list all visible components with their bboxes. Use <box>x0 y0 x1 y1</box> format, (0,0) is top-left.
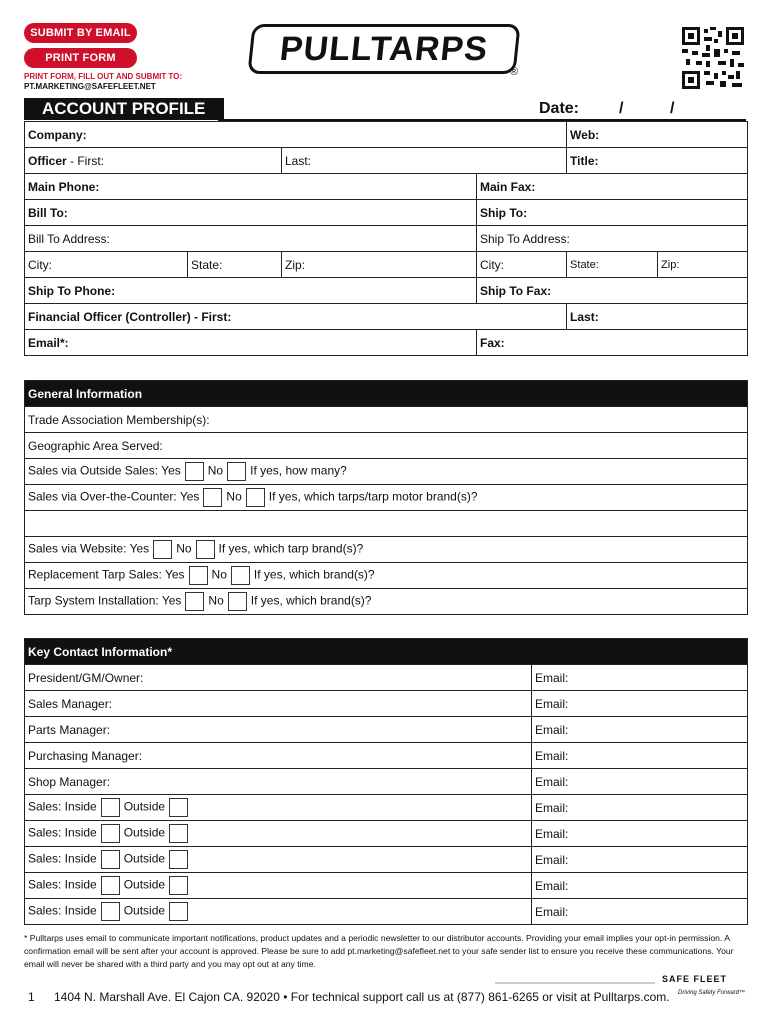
parts-manager-email-field[interactable]: Email: <box>532 717 748 743</box>
email-footnote: * Pulltarps uses email to communicate important notifications, product updates and a periodic newsletter to our distributor accounts. Providing your email implies your opt-in permission. A confirmation email will be sent after your account is approved. Please be sure to add pt.marketing@safefleet.net to your safe sender list to ensure you receive these communications. Your email will never be shared with a third party and you may opt out at any time. <box>24 933 734 969</box>
trade-association-field[interactable]: Trade Association Membership(s): <box>25 407 748 433</box>
footer-address: 1404 N. Marshall Ave. El Cajon CA. 92020 • For technical support call us at (877) 861-6265 or visit at Pulltarps.com. <box>54 990 670 1004</box>
page-number: 1 <box>28 990 35 1004</box>
replacement-no-checkbox[interactable] <box>231 566 250 585</box>
general-info-table <box>24 380 748 615</box>
website-sales-row: Sales via Website: Yes No If yes, which tarp brand(s)? <box>25 537 748 563</box>
sales-contact-email-field[interactable]: Email: <box>532 821 748 847</box>
sales-contact-email-field[interactable]: Email: <box>532 873 748 899</box>
date-label: Date: <box>539 100 580 117</box>
safe-fleet-logo: SAFE FLEET <box>662 974 728 984</box>
sales-contact-row: Sales: Inside Outside <box>25 795 532 821</box>
sales-contact-row: Sales: Inside Outside <box>25 899 532 925</box>
sales-outside-checkbox[interactable] <box>169 876 188 895</box>
bill-state-field[interactable]: State: <box>188 252 282 278</box>
ship-to-fax-field[interactable]: Ship To Fax: <box>477 278 748 304</box>
shop-manager-field[interactable]: Shop Manager: <box>25 769 532 795</box>
otc-sales-yes-checkbox[interactable] <box>203 488 222 507</box>
sales-outside-checkbox[interactable] <box>169 798 188 817</box>
otc-sales-no-checkbox[interactable] <box>246 488 265 507</box>
officer-first-field[interactable]: Officer - First: <box>25 148 282 174</box>
title-field[interactable]: Title: <box>567 148 748 174</box>
purchasing-manager-field[interactable]: Purchasing Manager: <box>25 743 532 769</box>
main-phone-field[interactable]: Main Phone: <box>25 174 477 200</box>
sales-manager-email-field[interactable]: Email: <box>532 691 748 717</box>
officer-last-field[interactable]: Last: <box>282 148 567 174</box>
outside-sales-yes-checkbox[interactable] <box>185 462 204 481</box>
submit-by-email-button[interactable]: SUBMIT BY EMAIL <box>24 23 137 43</box>
fax-field[interactable]: Fax: <box>477 330 748 356</box>
ship-to-phone-field[interactable]: Ship To Phone: <box>25 278 477 304</box>
web-field[interactable]: Web: <box>567 122 748 148</box>
bill-city-field[interactable]: City: <box>25 252 188 278</box>
installation-yes-checkbox[interactable] <box>185 592 204 611</box>
safe-fleet-tagline: Driving Safety Forward™ <box>678 990 746 996</box>
sales-outside-checkbox[interactable] <box>169 824 188 843</box>
company-field[interactable]: Company: <box>25 122 567 148</box>
sales-inside-checkbox[interactable] <box>101 876 120 895</box>
ship-to-address-field[interactable]: Ship To Address: <box>477 226 748 252</box>
key-contact-heading: Key Contact Information* <box>25 639 748 665</box>
instructions-text: PRINT FORM, FILL OUT AND SUBMIT TO: <box>24 72 183 81</box>
sales-contact-row: Sales: Inside Outside <box>25 847 532 873</box>
sales-contact-email-field[interactable]: Email: <box>532 847 748 873</box>
sales-inside-checkbox[interactable] <box>101 850 120 869</box>
account-profile-title: ACCOUNT PROFILE <box>24 98 224 120</box>
key-contact-table <box>24 638 748 925</box>
parts-manager-field[interactable]: Parts Manager: <box>25 717 532 743</box>
sales-contact-row: Sales: Inside Outside <box>25 821 532 847</box>
pulltarps-logo: PULLTARPS <box>247 24 520 74</box>
shop-manager-email-field[interactable]: Email: <box>532 769 748 795</box>
date-slash-1: / <box>619 100 624 117</box>
financial-officer-first-field[interactable]: Financial Officer (Controller) - First: <box>25 304 567 330</box>
sales-contact-row: Sales: Inside Outside <box>25 873 532 899</box>
sales-contact-email-field[interactable]: Email: <box>532 795 748 821</box>
replacement-sales-row: Replacement Tarp Sales: Yes No If yes, which brand(s)? <box>25 563 748 589</box>
otc-brands-field[interactable] <box>25 511 748 537</box>
otc-sales-row: Sales via Over-the-Counter: Yes No If yes, which tarps/tarp motor brand(s)? <box>25 485 748 511</box>
sales-outside-checkbox[interactable] <box>169 850 188 869</box>
installation-row: Tarp System Installation: Yes No If yes, which brand(s)? <box>25 589 748 615</box>
ship-to-field[interactable]: Ship To: <box>477 200 748 226</box>
website-sales-yes-checkbox[interactable] <box>153 540 172 559</box>
sales-outside-checkbox[interactable] <box>169 902 188 921</box>
president-email-field[interactable]: Email: <box>532 665 748 691</box>
sales-manager-field[interactable]: Sales Manager: <box>25 691 532 717</box>
print-form-button[interactable]: PRINT FORM <box>24 48 137 68</box>
bill-to-address-field[interactable]: Bill To Address: <box>25 226 477 252</box>
submit-email-address: PT.MARKETING@SAFEFLEET.NET <box>24 82 156 91</box>
website-sales-no-checkbox[interactable] <box>196 540 215 559</box>
president-field[interactable]: President/GM/Owner: <box>25 665 532 691</box>
geographic-area-field[interactable]: Geographic Area Served: <box>25 433 748 459</box>
bill-zip-field[interactable]: Zip: <box>282 252 477 278</box>
financial-officer-last-field[interactable]: Last: <box>567 304 748 330</box>
ship-zip-field[interactable]: Zip: <box>658 252 748 278</box>
replacement-yes-checkbox[interactable] <box>189 566 208 585</box>
ship-city-field[interactable]: City: <box>477 252 567 278</box>
registered-mark: ® <box>510 66 519 78</box>
ship-state-field[interactable]: State: <box>567 252 658 278</box>
email-field[interactable]: Email*: <box>25 330 477 356</box>
title-arrow-icon <box>206 98 214 120</box>
outside-sales-row: Sales via Outside Sales: Yes No If yes, how many? <box>25 459 748 485</box>
footer-rule <box>495 982 655 984</box>
installation-no-checkbox[interactable] <box>228 592 247 611</box>
purchasing-manager-email-field[interactable]: Email: <box>532 743 748 769</box>
sales-inside-checkbox[interactable] <box>101 824 120 843</box>
outside-sales-no-checkbox[interactable] <box>227 462 246 481</box>
sales-contact-email-field[interactable]: Email: <box>532 899 748 925</box>
sales-inside-checkbox[interactable] <box>101 902 120 921</box>
general-info-heading: General Information <box>25 381 748 407</box>
bill-to-field[interactable]: Bill To: <box>25 200 477 226</box>
qr-code-icon <box>682 27 744 89</box>
main-fax-field[interactable]: Main Fax: <box>477 174 748 200</box>
date-slash-2: / <box>670 100 675 117</box>
account-table <box>24 121 748 356</box>
sales-inside-checkbox[interactable] <box>101 798 120 817</box>
